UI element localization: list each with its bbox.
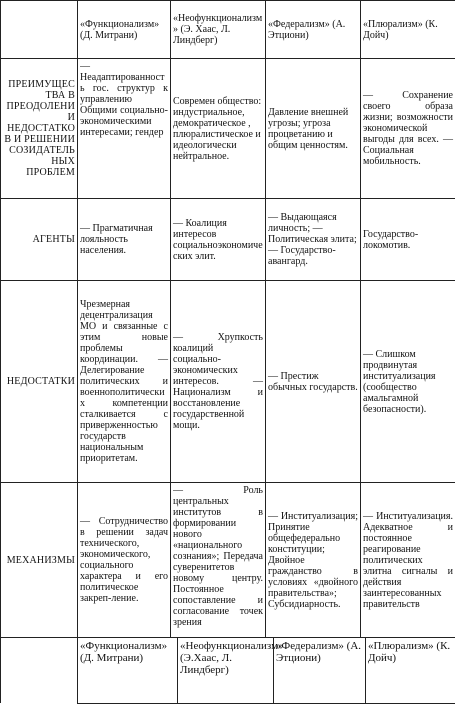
cell-agents-federalism: — Выдающаяся личность; — Политическая элита; — Государство-авангард. [266,199,361,281]
cell-text: — Роль центральных институтов в формировании нового «национального сознания»; Передача суверенитетов новому центру. Постоянное сопоставление и согласование точек зрения [173,484,263,628]
cell-advantages-federalism: Давление внешней угрозы; угроза процветанию и общим ценностям. [266,59,361,199]
header-federalism: «Федерализм» (А. Этциони) [266,1,361,59]
header-pluralism: «Плюрализм» (К. Дойч) [361,1,455,59]
cell-agents-pluralism: Государство-локомотив. [361,199,455,281]
footer-federalism: «Федерализм» (А. Этциони) [274,638,366,704]
footer-row [78,638,455,704]
cell-mechanisms-functionalism: — Сотрудничество в решении задач технического, экономического, социального характера и его политическое закреп-ление. [78,483,171,638]
cell-text: — Неадаптированность гос. структур к управлению Общими социально-экономическими интересами; гендер [80,60,168,138]
footer-neofunctionalism: «Неофункционализм» (Э.Хаас, Л. Линдберг) [178,638,274,704]
footer-functionalism: «Функционализм» (Д. Митрани) [78,638,178,704]
row-label-agents: АГЕНТЫ [1,199,78,281]
cell-drawbacks-pluralism: — Слишком продвинутая институализация (сообщество амальгамной безопасности). [361,281,455,483]
row-label-mechanisms: МЕХАНИЗМЫ [1,483,78,638]
footer-pluralism: «Плюрализм» (К. Дойч) [366,638,455,704]
cell-drawbacks-neofunctionalism: — Хрупкость коалиций социально-экономических интересов. — Национализм и восстановление государственной мощи. [171,281,266,483]
table-row [1,59,455,199]
row-label-drawbacks: НЕДОСТАТКИ [1,281,78,483]
cell-advantages-functionalism [78,59,171,199]
cell-mechanisms-neofunctionalism [171,483,266,638]
footer-header-table [77,637,455,704]
footer-spacer [0,637,78,703]
header-neofunctionalism: «Неофункционализм» (Э. Хаас, Л. Линдберг) [171,1,266,59]
table-row [1,199,455,281]
cell-mechanisms-pluralism: — Институализация. Адекватное и постоянное реагирование политических элитна сигналы и действия заинтересованных правительств [361,483,455,638]
cell-advantages-neofunctionalism: Современ общество: индустриальное, демократическое , плюралистическое и идеологически нейтральное. [171,59,266,199]
cell-drawbacks-federalism: — Престиж обычных государств. [266,281,361,483]
header-row [1,1,455,59]
corner-cell [1,1,78,59]
header-functionalism: «Функционализм» (Д. Митрани) [78,1,171,59]
row-label-advantages: ПРЕИМУЩЕСТВА В ПРЕОДОЛЕНИИ НЕДОСТАТКОВ И РЕШЕНИИ СОЗИДАТЕЛЬНЫХ ПРОБЛЕМ [1,59,78,199]
cell-agents-functionalism: — Прагматичная лояльность населения. [78,199,171,281]
cell-mechanisms-federalism: — Институализация; Принятие общефедерально конституции; Двойное гражданство в условиях «двойного правительства»; Субсидиарность. [266,483,361,638]
cell-agents-neofunctionalism: — Коалиция интересов социальноэкономических элит. [171,199,266,281]
cell-drawbacks-functionalism: Чрезмерная децентрализация МО и связанные с этим новые проблемы координации. — Делегирование политических и военнополитических компетенции сталкивается с приверженностью государств национальным приоритетам. [78,281,171,483]
table-row [1,281,455,483]
table-row [1,483,455,638]
cell-advantages-pluralism: — Сохранение своего образа жизни; возможности экономической выгоды для всех. — Социальная мобильность. [361,59,455,199]
